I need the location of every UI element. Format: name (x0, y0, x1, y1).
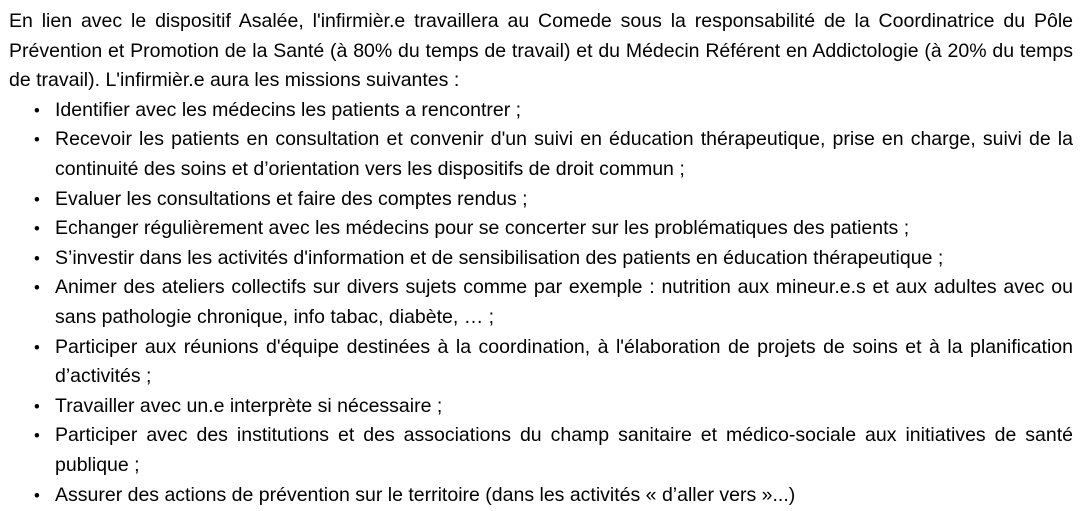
list-item: • Participer avec des institutions et des associations du champ sanitaire et médico-sociale aux initiatives de santé publique ; (55, 421, 1073, 480)
list-item: • S’investir dans les activités d'information et de sensibilisation des patients en éducation thérapeutique ; (55, 244, 1073, 274)
list-item: • Participer aux réunions d'équipe destinées à la coordination, à l'élaboration de projets de soins et à la planification d’activités ; (55, 333, 1073, 392)
list-item: • Evaluer les consultations et faire des comptes rendus ; (55, 185, 1073, 215)
list-item: • Recevoir les patients en consultation et convenir d'un suivi en éducation thérapeutique, prise en charge, suivi de la continuité des soins et d’orientation vers les dispositifs de droit commun ; (55, 125, 1073, 184)
list-item: • Travailler avec un.e interprète si nécessaire ; (55, 392, 1073, 422)
missions-list (9, 96, 1073, 510)
list-item: • Assurer des actions de prévention sur le territoire (dans les activités « d’aller vers »...) (55, 481, 1073, 511)
list-item: • Identifier avec les médecins les patients a rencontrer ; (55, 96, 1073, 126)
list-item: • Animer des ateliers collectifs sur divers sujets comme par exemple : nutrition aux mineur.e.s et aux adultes avec ou sans pathologie chronique, info tabac, diabète, … ; (55, 273, 1073, 332)
intro-paragraph: En lien avec le dispositif Asalée, l'infirmièr.e travaillera au Comede sous la responsabilité de la Coordinatrice du Pôle Prévention et Promotion de la Santé (à 80% du temps de travail) et du Médecin Référent en Addictologie (à 20% du temps de travail). L'infirmièr.e aura les missions suivantes : (9, 10, 1073, 92)
list-item: • Echanger régulièrement avec les médecins pour se concerter sur les problématiques des patients ; (55, 214, 1073, 244)
